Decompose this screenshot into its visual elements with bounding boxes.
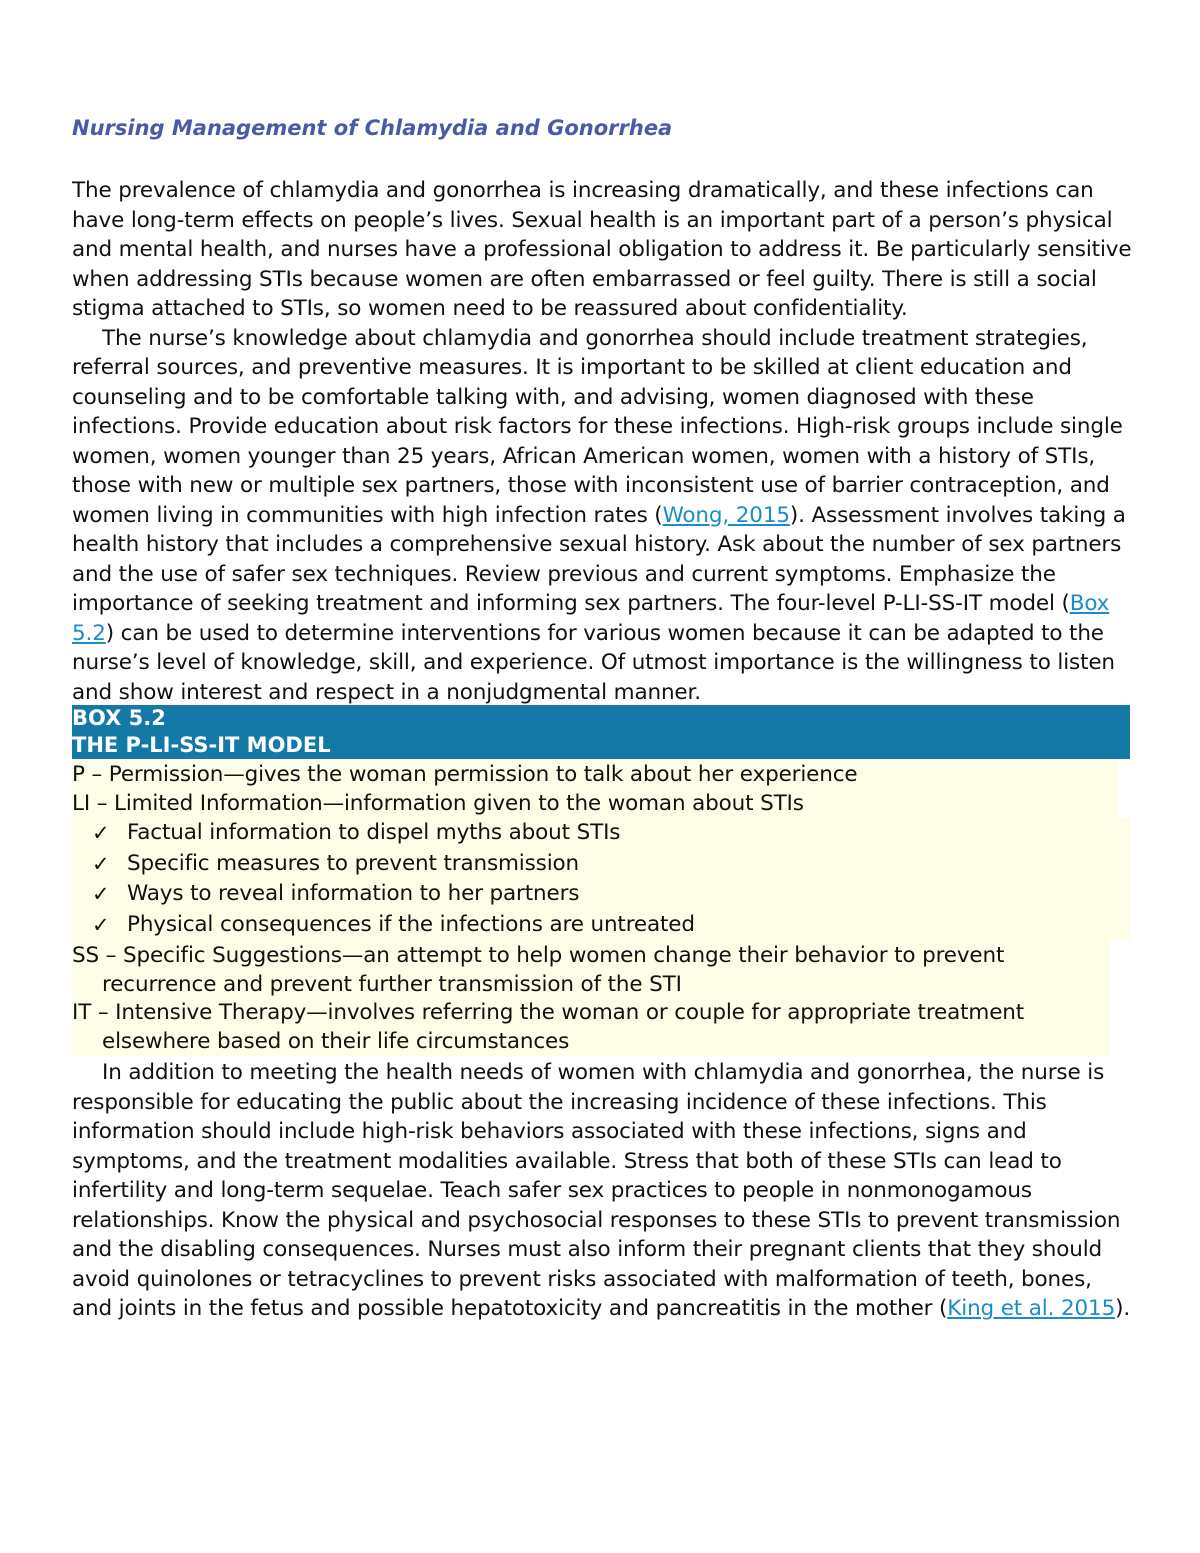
list-item-text: Factual information to dispel myths about STIs: [127, 820, 621, 845]
list-item: [72, 879, 1130, 910]
document-content: [72, 113, 1132, 1324]
check-mark-icon: ✓: [92, 851, 110, 876]
paragraph-intro-text: The prevalence of chlamydia and gonorrhea is increasing dramatically, and these infections can have long-term effects on people’s lives. Sexual health is an important part of a person’s physical and mental health, and nurses have a professional obligation to address it. Be particularly sensitive when addressing STIs because women are often embarrassed or feel guilty. There is still a social stigma attached to STIs, so women need to be reassured about confidentiality.: [72, 178, 1132, 321]
paragraph-knowledge-text-2: ). Assessment involves taking a health history that includes a comprehensive sexual history. Ask about the number of sex partners and the use of safer sex techniques. Review previous and current symptoms. Emphasize the importance of seeking treatment and informing sex partners. The four-level P-LI-SS-IT model (: [72, 502, 1126, 616]
list-item: [72, 910, 1130, 941]
list-item-text: Physical consequences if the infections are untreated: [127, 911, 695, 937]
paragraph-education-text-1: In addition to meeting the health needs of women with chlamydia and gonorrhea, the nurse is responsible for educating the public about the increasing incidence of these infections. This information should include high-risk behaviors associated with these infections, signs and symptoms, and the treatment modalities available. Stress that both of these STIs can lead to infertility and long-term sequelae. Teach safer sex practices to people in nonmonogamous relationships. Know the physical and psychosocial responses to these STIs to prevent transmission and the disabling consequences. Nurses must also inform their pregnant clients that they should avoid quinolones or tetracyclines to prevent risks associated with malformation of teeth, bones, and joints in the fetus and possible hepatotoxicity and pancreatitis in the mother (: [72, 1060, 1121, 1321]
box-header: [72, 705, 1130, 759]
box-body-lower: [72, 940, 1110, 1056]
section-heading: Nursing Management of Chlamydia and Gonorrhea: [72, 116, 673, 140]
box-body: [72, 759, 1117, 818]
box-check-list: [72, 818, 1130, 940]
paragraph-knowledge: [72, 324, 1132, 708]
list-item: [72, 849, 1130, 880]
box-line-specific-suggestions: SS – Specific Suggestions—an attempt to help women change their behavior to prevent recurrence and prevent further transmission of the STI: [72, 943, 1005, 997]
box-title: THE P-LI-SS-IT MODEL: [72, 733, 331, 757]
paragraph-education-text-2: ).: [1115, 1296, 1131, 1321]
check-mark-icon: ✓: [92, 882, 110, 906]
box-reference-link[interactable]: Box 5.2: [72, 591, 1110, 646]
check-mark-icon: ✓: [92, 821, 110, 845]
box-line-intensive-therapy: IT – Intensive Therapy—involves referring the woman or couple for appropriate treatment elsewhere based on their life circumstances: [72, 1000, 1025, 1054]
paragraph-education: [72, 1058, 1132, 1324]
check-mark-icon: ✓: [92, 912, 110, 937]
box-line-permission: P – Permission—gives the woman permission to talk about her experience: [72, 762, 858, 787]
box-label: BOX 5.2: [72, 706, 166, 730]
list-item-text: Ways to reveal information to her partners: [127, 881, 580, 906]
citation-link-king[interactable]: King et al. 2015: [947, 1296, 1116, 1321]
citation-link-wong[interactable]: Wong, 2015: [662, 502, 790, 528]
paragraph-intro: [72, 176, 1132, 324]
list-item: [72, 818, 1130, 849]
paragraph-knowledge-text-3: ) can be used to determine interventions for various women because it can be adapted to the nurse’s level of knowledge, skill, and experience. Of utmost importance is the willingness to listen and show interest and respect in a nonjudgmental manner.: [72, 620, 1115, 705]
list-item-text: Specific measures to prevent transmission: [127, 850, 580, 876]
box-line-limited-information: LI – Limited Information—information given to the woman about STIs: [72, 790, 804, 816]
paragraph-knowledge-text-1: The nurse’s knowledge about chlamydia and gonorrhea should include treatment strategies, referral sources, and preventive measures. It is important to be skilled at client education and counseling and to be comfortable talking with, and advising, women diagnosed with these infections. Provide education about risk factors for these infections. High-risk groups include single women, women younger than 25 years, African American women, women with a history of STIs, those with new or multiple sex partners, those with inconsistent use of barrier contraception, and women living in communities with high infection rates (: [72, 325, 1123, 528]
